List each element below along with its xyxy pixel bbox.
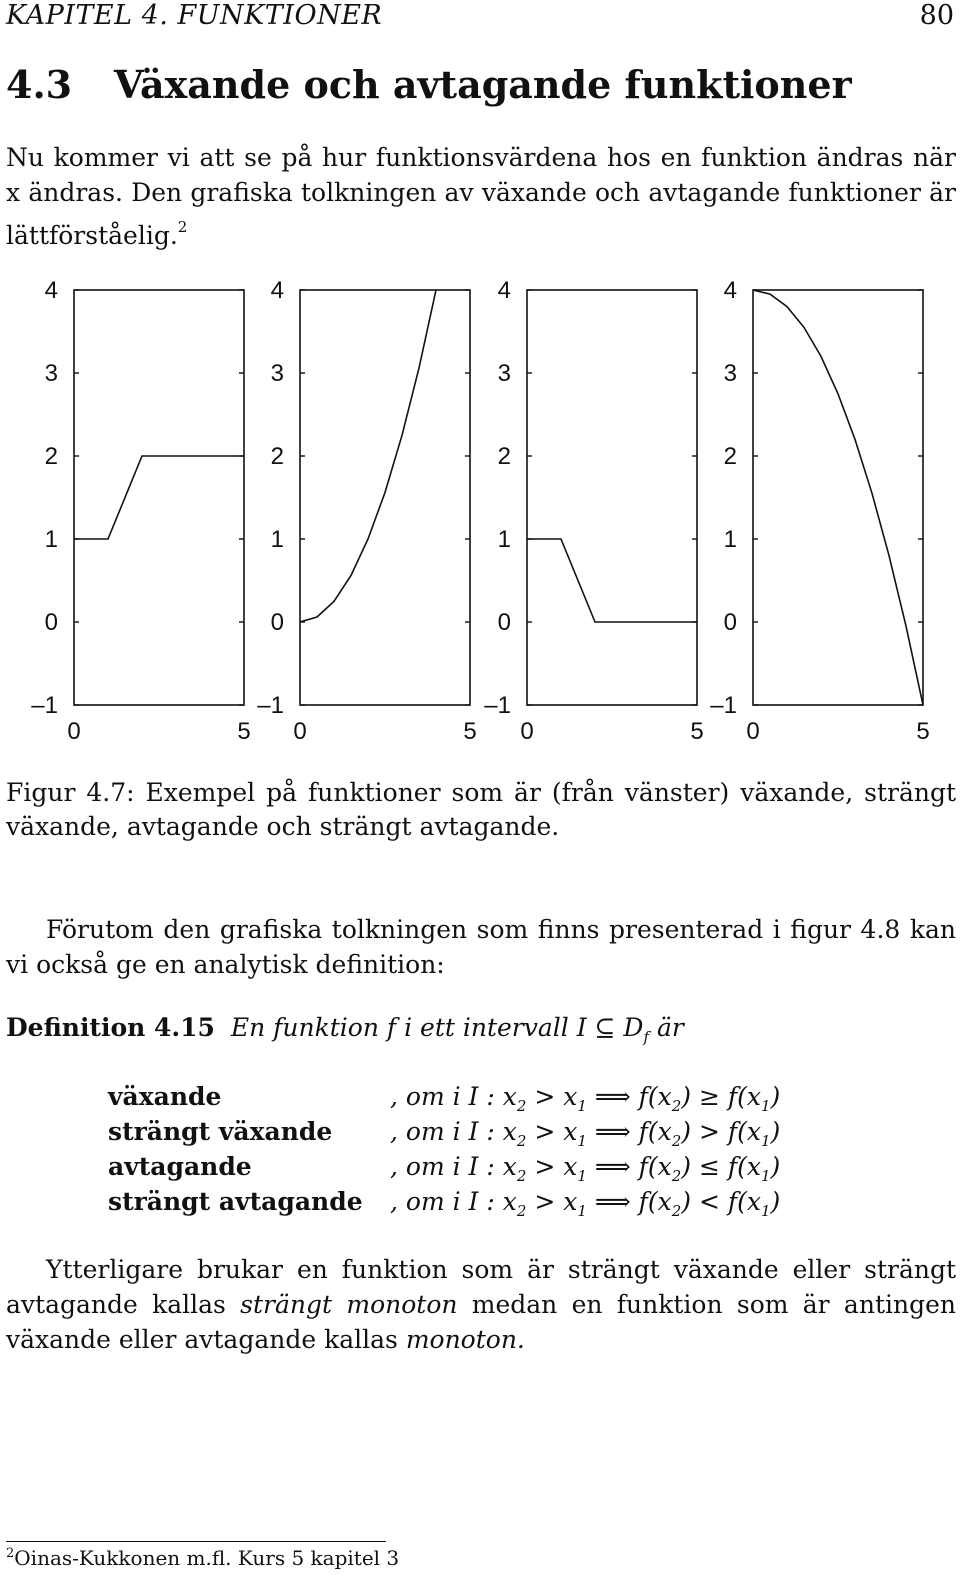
footnote-rule <box>6 1541 386 1542</box>
x-tick-label: 0 <box>293 718 307 745</box>
y-tick-label: 2 <box>270 443 284 470</box>
function-examples-figure <box>0 268 960 758</box>
function-curve <box>74 456 244 539</box>
y-tick-label: –1 <box>31 692 58 719</box>
definition-statement: En funktion f i ett intervall I ⊆ $D_f$ är <box>230 1013 684 1046</box>
intro-paragraph <box>6 140 956 253</box>
x-tick-label: 5 <box>916 718 930 745</box>
y-tick-label: 0 <box>44 609 58 636</box>
y-tick-label: 3 <box>44 360 58 387</box>
plot-frame <box>527 290 697 705</box>
section-number: 4.3 <box>6 62 73 107</box>
y-tick-label: 3 <box>723 360 737 387</box>
footnote-marker: 2 <box>6 1546 15 1561</box>
y-tick-label: 2 <box>723 443 737 470</box>
definition-term: avtagande <box>108 1152 252 1181</box>
definition-term: strängt avtagande <box>108 1187 363 1216</box>
plot-frame <box>753 290 923 705</box>
footnote <box>6 1546 399 1570</box>
definition-term: växande <box>108 1082 222 1111</box>
y-tick-label: 4 <box>497 277 511 304</box>
y-tick-label: –1 <box>710 692 737 719</box>
figure-caption: Figur 4.7: Exempel på funktioner som är (från vänster) växande, strängt växande, avtagande och strängt avtagande. <box>6 778 956 841</box>
definition-condition: , om i I : $x_2 > x_1$ ⟹ $f(x_2) < f(x_1)$ <box>390 1187 781 1220</box>
y-tick-label: 1 <box>723 526 737 553</box>
y-tick-label: 0 <box>497 609 511 636</box>
plot-frame <box>74 290 244 705</box>
x-tick-label: 5 <box>690 718 704 745</box>
definition-condition: , om i I : $x_2 > x_1$ ⟹ $f(x_2) > f(x_1)$ <box>390 1117 781 1150</box>
y-tick-label: 1 <box>497 526 511 553</box>
y-tick-label: 1 <box>44 526 58 553</box>
definition-label: Definition 4.15 <box>6 1013 215 1042</box>
definition-condition: , om i I : $x_2 > x_1$ ⟹ $f(x_2) \le f(x_1)$ <box>390 1152 781 1185</box>
y-tick-label: –1 <box>257 692 284 719</box>
term-monotone: monoton. <box>405 1325 525 1354</box>
x-tick-label: 0 <box>746 718 760 745</box>
intro-text: Nu kommer vi att se på hur funktionsvärdena hos en funktion ändras när x ändras. Den grafiska tolkningen av växande och avtagande funktioner är lättförståelig. <box>6 143 956 250</box>
definition-row <box>108 1184 780 1219</box>
function-curve <box>753 290 923 705</box>
definition-row <box>108 1079 780 1114</box>
definition-row <box>108 1114 780 1149</box>
x-tick-label: 0 <box>520 718 534 745</box>
y-tick-label: 1 <box>270 526 284 553</box>
function-curve <box>527 539 697 622</box>
x-tick-label: 5 <box>463 718 477 745</box>
footnote-ref: 2 <box>177 218 188 236</box>
definition-row <box>108 1149 780 1184</box>
definition-condition: , om i I : $x_2 > x_1$ ⟹ $f(x_2) \ge f(x_1)$ <box>390 1082 781 1115</box>
y-tick-label: 2 <box>44 443 58 470</box>
y-tick-label: –1 <box>484 692 511 719</box>
y-tick-label: 0 <box>270 609 284 636</box>
y-tick-label: 4 <box>44 277 58 304</box>
function-curve <box>300 268 453 622</box>
y-tick-label: 0 <box>723 609 737 636</box>
running-header: KAPITEL 4. FUNKTIONER <box>6 0 383 31</box>
plot-frame <box>300 290 470 705</box>
y-tick-label: 4 <box>723 277 737 304</box>
definition-term: strängt växande <box>108 1117 333 1146</box>
x-tick-label: 5 <box>237 718 251 745</box>
y-tick-label: 4 <box>270 277 284 304</box>
definition-heading <box>6 1013 684 1046</box>
section-heading <box>6 62 852 107</box>
y-tick-label: 3 <box>270 360 284 387</box>
definition-table <box>108 1079 780 1219</box>
term-strictly-monotone: strängt monoton <box>240 1290 458 1319</box>
section-title: Växande och avtagande funktioner <box>114 62 852 107</box>
paragraph-analytic-intro: Förutom den grafiska tolkningen som finns presenterad i figur 4.8 kan vi också ge en analytisk definition: <box>6 915 956 979</box>
page-number: 80 <box>919 0 954 31</box>
footnote-text: Oinas-Kukkonen m.fl. Kurs 5 kapitel 3 <box>14 1546 400 1570</box>
y-tick-label: 3 <box>497 360 511 387</box>
y-tick-label: 2 <box>497 443 511 470</box>
paragraph-monotone: Ytterligare brukar en funktion som är strängt växande eller strängt avtagande kallas strängt monoton medan en funktion som är antingen växande eller avtagande kallas monoton. <box>6 1255 956 1354</box>
x-tick-label: 0 <box>67 718 81 745</box>
